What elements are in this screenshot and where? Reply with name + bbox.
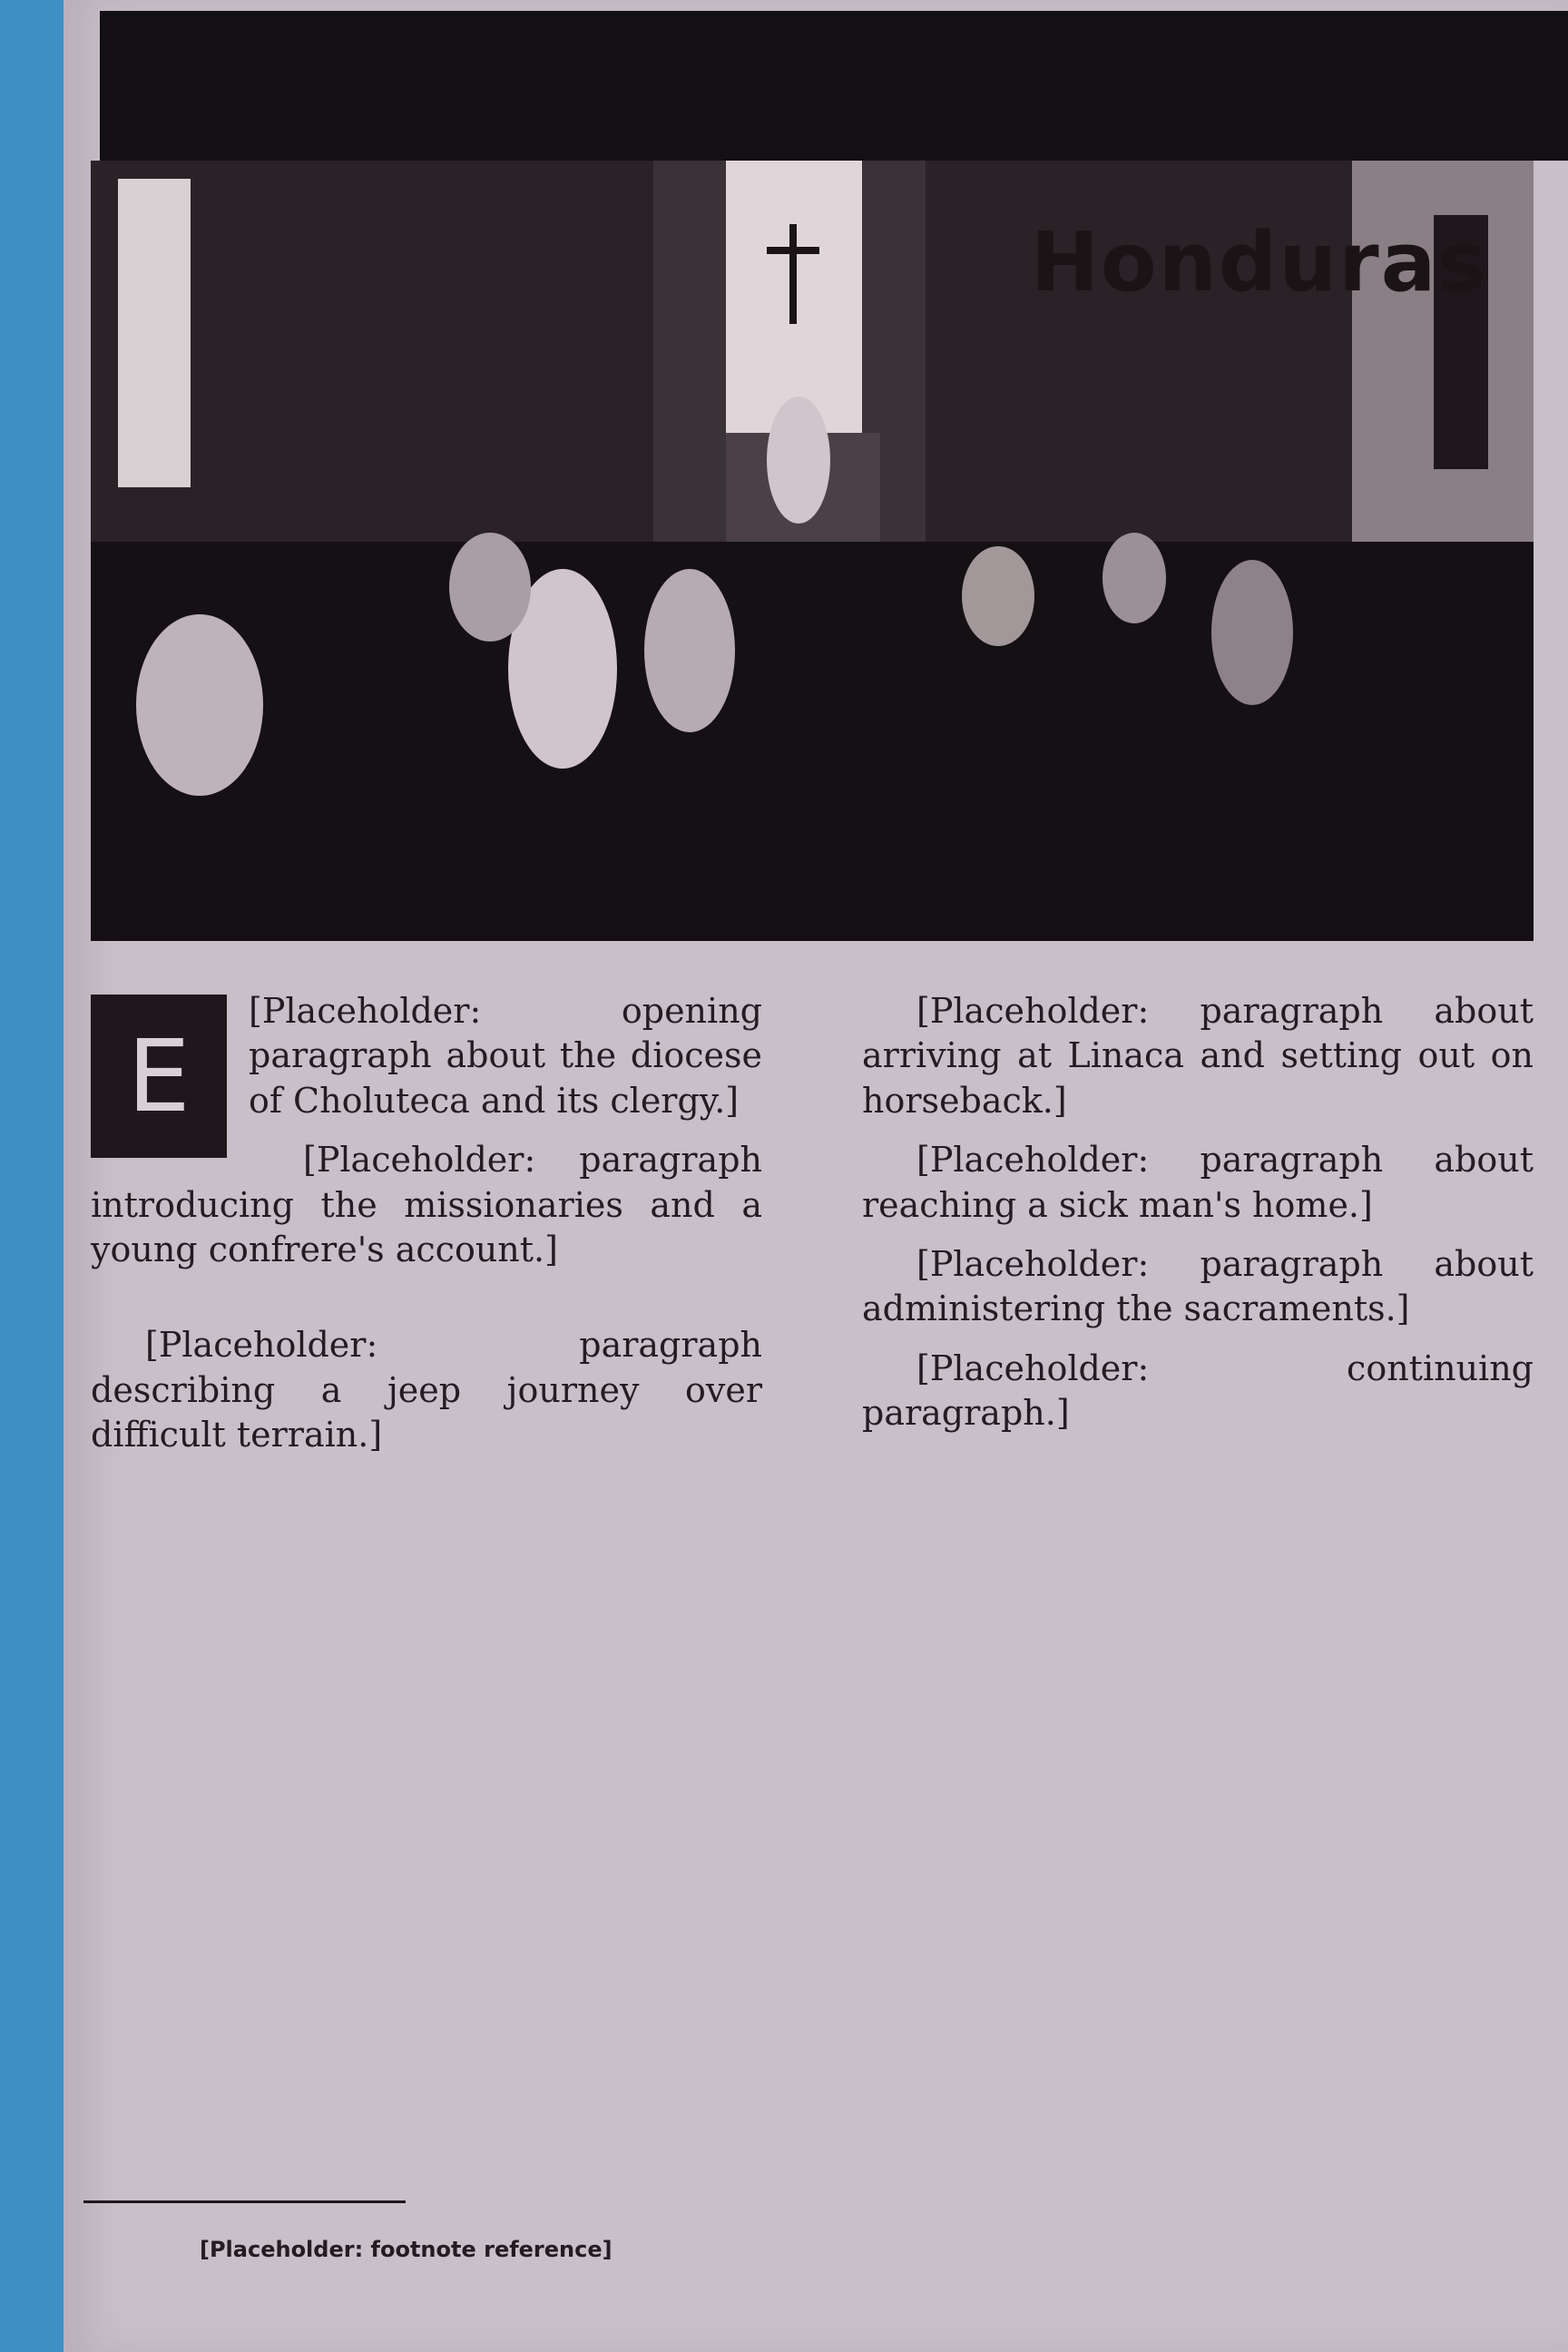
footnote: [Placeholder: footnote reference] [200,2237,612,2262]
article-body [91,989,1534,2169]
priest-figure [767,397,830,524]
magazine-page [64,0,1568,2352]
paragraph: [Placeholder: paragraph about arriving at Linaca and setting out on horseback.] [862,991,1534,1121]
paragraph: [Placeholder: paragraph about administering the sacraments.] [862,1243,1534,1329]
church-interior-photo [91,161,1534,941]
congregation-shadow [91,542,1534,941]
section-title: Honduras [1030,215,1488,310]
cross-icon [789,224,797,324]
paragraph: [Placeholder: paragraph introducing the missionaries and a young confrere's account.] [91,1140,762,1269]
header-band [100,11,1568,161]
left-window [118,179,191,487]
right-column [862,989,1534,2169]
drop-cap: E [91,995,227,1158]
paragraph: [Placeholder: continuing paragraph.] [862,1348,1534,1434]
paragraph: [Placeholder: opening paragraph about the diocese of Choluteca and its clergy.] [249,991,762,1121]
paragraph: [Placeholder: paragraph about reaching a sick man's home.] [862,1140,1534,1225]
footnote-rule [83,2200,406,2203]
paragraph: [Placeholder: paragraph describing a jeep journey over difficult terrain.] [91,1325,762,1455]
left-column [91,989,762,2169]
